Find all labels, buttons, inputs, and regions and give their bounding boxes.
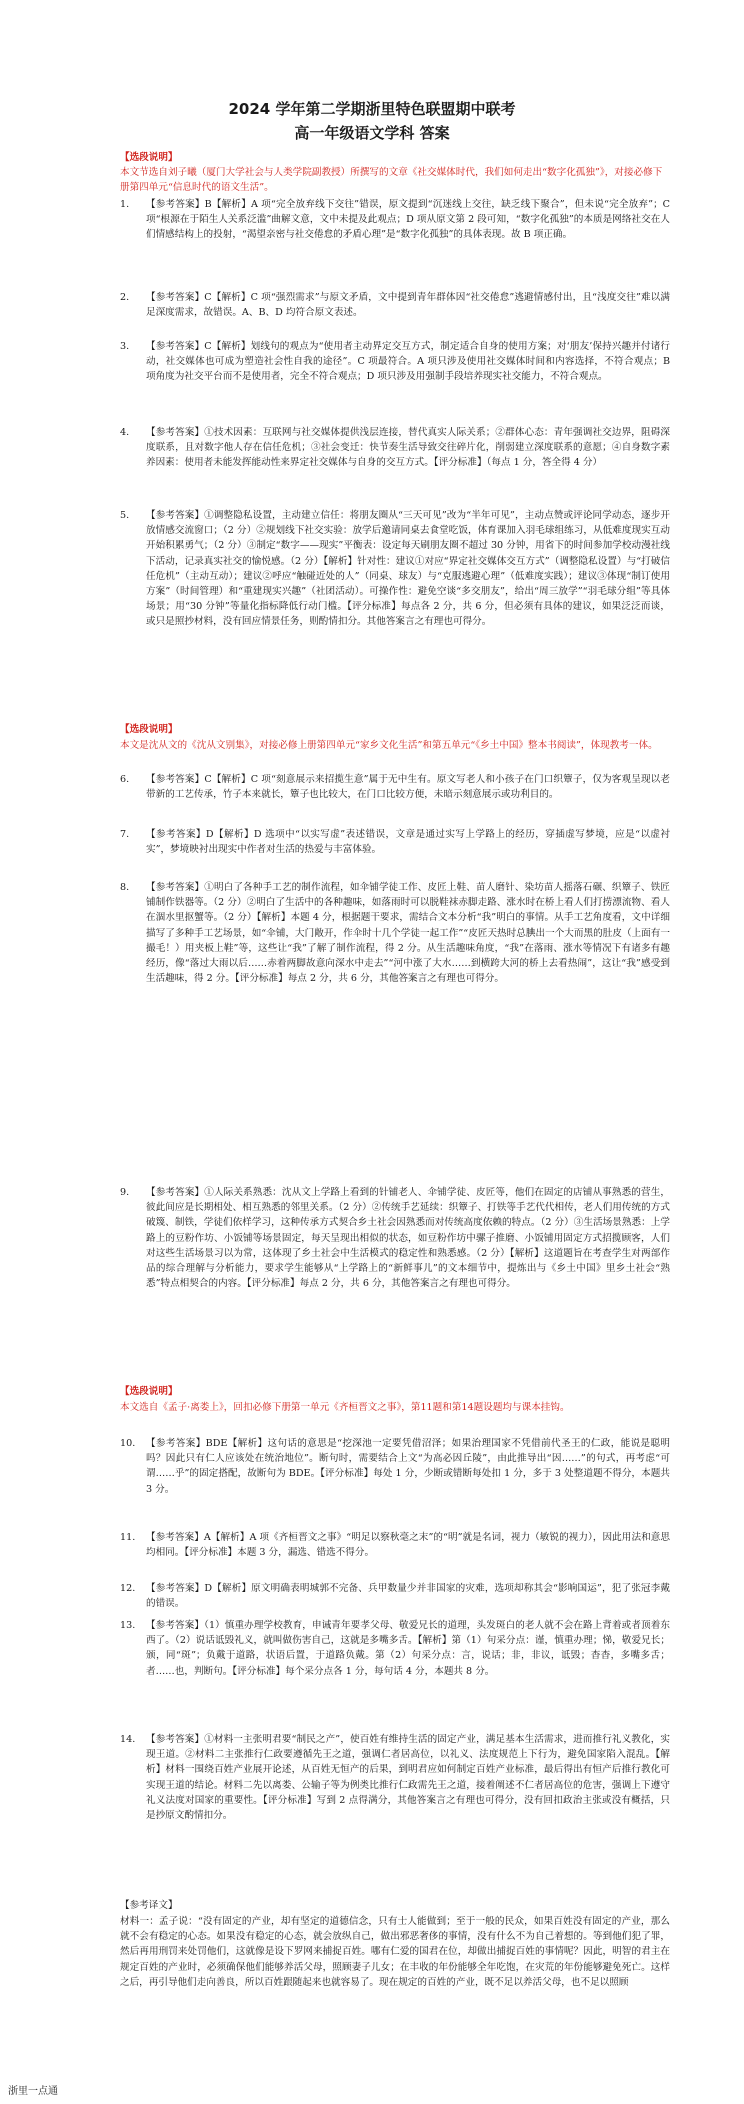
exam-title: 2024 学年第二学期浙里特色联盟期中联考 — [228, 100, 516, 118]
item-number: 1. — [120, 199, 130, 210]
item-number: 4. — [120, 427, 130, 438]
item-text: 【参考答案】①材料一主张明君要“制民之产”，使百姓有维持生活的固定产业，满足基本生活需求，进而推行礼义教化，实现王道。②材料二主张推行仁政要遵循先王之道，强调仁者居高位，以礼义、法度规范上下行为，避免国家陷入混乱。【解析】材料一围绕百姓产业展开论述，从百姓无恒产的后果，到明君应如何制定百姓产业标准，最后得出有恒产后推行教化可实现王道的结论。材料二先以离娄、公输子等为例类比推行仁政需先王之道，接着阐述不仁者居高位的危害，强调上下遵守礼义法度对国家的重要性。【评分标准】写到 2 点得满分，其他答案言之有理也可得分，没有回扣政治主张或没有概括，只是抄原文酌情扣分。 — [146, 1734, 670, 1822]
section-label: 【选段说明】 — [120, 1386, 178, 1397]
footer-brand: 浙里一点通 — [8, 2086, 58, 2097]
item-text: 【参考答案】C【解析】C 项“刻意展示来招揽生意”属于无中生有。原文写老人和小孩子在门口织簟子，仅为客观呈现以老带新的工艺传承，竹子本来就长，簟子也比较大，在门口比较方便，未暗示刻意展示或功利目的。 — [146, 774, 670, 801]
item-number: 10. — [120, 1438, 136, 1449]
item-text: 【参考答案】D【解析】D 选项中“以实写虚”表述错误，文章是通过实写上学路上的经历，穿插虚写梦境，应是“以虚衬实”，梦境映衬出现实中作者对生活的热爱与丰富体验。 — [146, 829, 670, 856]
answer-item — [120, 1618, 670, 1679]
item-text: 【参考答案】①人际关系熟悉：沈从文上学路上看到的针铺老人、伞铺学徒、皮匠等，他们在固定的店铺从事熟悉的营生，彼此间应是长期相处、相互熟悉的邻里关系。（2 分）②传统手艺延续：织簟子、打铁等手艺代代相传，老人们用传统的方式破篾、制铁，学徒们依样学习，这种传承方式契合乡土社会因熟悉而对传统高度依赖的特点。（2 分）③生活场景熟悉：上学路上的豆粉作坊、小饭铺等场景固定，每天呈现出相似的状态，如豆粉作坊中骡子推磨、小饭铺用固定方式招揽顾客，人们对这些生活场景习以为常，这体现了乡土社会中生活模式的稳定性和熟悉感。（2 分）【解析】这道题旨在考查学生对两部作品的综合理解与分析能力，要求学生能够从“上学路上的“新鲜事儿”的文本细节中，提炼出与《乡土中国》里乡土社会“熟悉”特点相契合的内容。【评分标准】每点 2 分，共 6 分，其他答案言之有理也可得分。 — [146, 1187, 670, 1290]
item-text: 【参考答案】A【解析】A 项《齐桓晋文之事》“明足以察秋毫之末”的“明”就是名词，视力（敏锐的视力），因此用法和意思均相同。【评分标准】本题 3 分，漏选、错选不得分。 — [146, 1532, 670, 1559]
answer-item — [120, 508, 670, 630]
answer-item — [120, 1732, 670, 1823]
item-number: 14. — [120, 1734, 136, 1745]
section-label: 【选段说明】 — [120, 152, 178, 163]
item-number: 8. — [120, 882, 130, 893]
answer-item — [120, 1530, 670, 1560]
answer-item — [120, 197, 670, 243]
section-note: 本文节选自刘子曦（厦门大学社会与人类学院副教授）所撰写的文章《社交媒体时代，我们如何走出“数字化孤独”》，对接必修下册第四单元“信息时代的语文生活”。 — [120, 167, 663, 194]
answer-item — [120, 1581, 670, 1611]
section-note: 本文选自《孟子·离娄上》，回扣必修下册第一单元《齐桓晋文之事》，第11题和第14题设题均与课本挂钩。 — [120, 1402, 570, 1413]
item-text: 【参考答案】①调整隐私设置，主动建立信任：将朋友圈从“三天可见”改为“半年可见”，主动点赞或评论同学动态，逐步开放情感交流窗口；（2 分）②规划线下社交实验：放学后邀请同桌去食堂吃饭，体育课加入羽毛球组练习，从低难度现实互动开始积累勇气；（2 分）③制定“数字——现实”平衡表：设定每天刷朋友圈不超过 30 分钟，用省下的时间参加学校动漫社线下活动，记录真实社交的愉悦感。（2 分）【解析】针对性：建议①对应“界定社交媒体交互方式”（调整隐私设置）与“打破信任危机”（主动互动）；建议②呼应“触碰近处的人”（同桌、球友）与“克服逃避心理”（低难度实践）；建议③体现“制订使用方案”（时间管理）和“重建现实兴趣”（社团活动）。可操作性：避免空谈“多交朋友”，给出“周三放学”“羽毛球分组”等具体场景；用“30 分钟”等量化指标降低行动门槛。【评分标准】每点各 2 分，共 6 分，但必须有具体的建议，如果泛泛而谈，或只是照抄材料，没有回应情景任务，则酌情扣分。其他答案言之有理也可得分。 — [146, 510, 670, 628]
item-number: 6. — [120, 774, 130, 785]
answer-item — [120, 772, 670, 802]
translation-text: 材料一：孟子说：“没有固定的产业，却有坚定的道德信念，只有士人能做到；至于一般的民众，如果百姓没有固定的产业，那么就不会有稳定的心态。如果没有稳定的心态，就会放纵自己，做出邪恶奢侈的事情，没有什么不为自己着想的。等到他们犯了罪，然后再用刑罚来处罚他们，这就像是设下罗网来捕捉百姓。哪有仁爱的国君在位，却做出捕捉百姓的事情呢？因此，明智的君主在规定百姓的产业时，必须确保他们能够养活父母，照顾妻子儿女；在丰收的年份能够全年吃饱，在灾荒的年份能够避免死亡。这样之后，再引导他们走向善良，所以百姓跟随起来也就容易了。现在规定的百姓的产业，既不足以养活父母，也不足以照顾 — [120, 1916, 670, 1988]
answer-item — [120, 827, 670, 857]
item-number: 13. — [120, 1620, 136, 1631]
item-text: 【参考答案】B【解析】A 项“完全放弃线下交往”错误，原文提到“沉迷线上交往，缺乏线下聚合”，但未说“完全放弃”；C 项“根源在于陌生人关系泛滥”曲解文意，文中未提及此观点；D 项从原文第 2 段可知，“数字化孤独”的本质是网络社交在人们情感结构上的投射，“渴望亲密与社交倦怠的矛盾心理”是“数字化孤独”的具体表现。故 B 项正确。 — [146, 199, 670, 241]
item-text: 【参考答案】BDE【解析】这句话的意思是“挖深池一定要凭借沼泽；如果治理国家不凭借前代圣王的仁政，能说是聪明吗？因此只有仁人应该处在统治地位”。断句时，需要结合上文“为高必因丘陵”，由此推导出“因……”的句式，再考虑“可谓……乎”的固定搭配，故断句为 BDE。【评分标准】每处 1 分，少断或错断每处扣 1 分，多于 3 处整道题不得分，本题共 3 分。 — [146, 1438, 670, 1495]
answer-item — [120, 425, 670, 471]
item-text: 【参考答案】（1）慎重办理学校教育，申诫青年要孝父母、敬爱兄长的道理，头发斑白的老人就不会在路上背着或者顶着东西了。（2）说话诋毁礼义，就叫做伤害自己，这就是多嘴多舌。【解析】第（1）句采分点：谨，慎重办理；悌，敬爱兄长；颁，同“斑”；负戴于道路，状语后置，于道路负戴。第（2）句采分点：言，说话；非，非议，诋毁；杳杳，多嘴多舌；者……也，判断句。【评分标准】每个采分点各 1 分，每句话 4 分，本题共 8 分。 — [146, 1620, 670, 1677]
translation-label: 【参考译文】 — [120, 1900, 178, 1911]
item-number: 7. — [120, 829, 130, 840]
answer-item — [120, 1185, 670, 1291]
item-text: 【参考答案】①明白了各种手工艺的制作流程，如伞铺学徒工作、皮匠上鞋、苗人磨针、染坊苗人摇落石碾、织簟子、铁匠铺制作铁器等。（2 分）②明白了生活中的各种趣味，如落雨时可以脱鞋袜赤脚走路、涨水时在桥上看人们打捞漂流物、看人在涸水里抠蟹等。（2 分）【解析】本题 4 分，根据题干要求，需结合文本分析“我”明白的事情。从手工艺角度看，文中详细描写了多种手工艺场景，如“伞铺，大门敞开，作伞时十几个学徒一起工作”“皮匠天热时总腆出一个大而黑的肚皮（上面有一撮毛！）用夹板上鞋”等，这些让“我”了解了制作流程，得 2 分。从生活趣味角度，“我”在落雨、涨水等情况下有诸多有趣经历，像“落过大雨以后……赤着两脚故意向深水中走去”“河中涨了大水……到横跨大河的桥上去看热闹”，这让“我”感受到生活趣味，得 2 分。【评分标准】每点 2 分，共 6 分，其他答案言之有理也可得分。 — [146, 882, 670, 985]
item-text: 【参考答案】C【解析】划线句的观点为“使用者主动界定交互方式，制定适合自身的使用方案；对‘朋友’保持兴趣并付诸行动，社交媒体也可成为塑造社会性自我的途径”。C 项最符合。A 项只涉及使用社交媒体时间和内容选择，不符合观点；B 项角度为社交平台而不是使用者，完全不符合观点；D 项只涉及用强制手段培养现实社交能力，不符合观点。 — [146, 341, 670, 383]
item-number: 11. — [120, 1532, 136, 1543]
answer-item — [120, 880, 670, 986]
answer-item — [120, 339, 670, 385]
answer-item — [120, 1436, 670, 1497]
item-text: 【参考答案】①技术因素：互联网与社交媒体提供浅层连接，替代真实人际关系；②群体心态：青年强调社交边界，阻碍深度联系，且对数字他人存在信任危机；③社会变迁：快节奏生活导致交往碎片化，削弱建立深度联系的意愿；④自身数字素养因素：使用者未能发挥能动性来界定社交媒体与自身的交互方式。【评分标准】（每点 1 分，答全得 4 分） — [146, 427, 670, 469]
item-number: 5. — [120, 510, 130, 521]
item-text: 【参考答案】D【解析】原文明确表明城郭不完备、兵甲数量少并非国家的灾难，选项却称其会“影响国运”，犯了张冠李戴的错误。 — [146, 1583, 670, 1610]
item-text: 【参考答案】C【解析】C 项“强烈需求”与原文矛盾，文中提到青年群体因“社交倦怠”逃避情感付出，且“浅度交往”难以满足深度需求，故错误。A、B、D 均符合原文表述。 — [146, 292, 670, 319]
item-number: 12. — [120, 1583, 136, 1594]
item-number: 3. — [120, 341, 130, 352]
section-label: 【选段说明】 — [120, 724, 178, 735]
item-number: 2. — [120, 292, 130, 303]
exam-subtitle: 高一年级语文学科 答案 — [294, 124, 450, 142]
item-number: 9. — [120, 1187, 130, 1198]
answer-item — [120, 290, 670, 320]
section-note: 本文是沈从文的《沈从文别集》，对接必修上册第四单元“家乡文化生活”和第五单元“《乡土中国》整本书阅读”，体现教考一体。 — [120, 740, 658, 751]
